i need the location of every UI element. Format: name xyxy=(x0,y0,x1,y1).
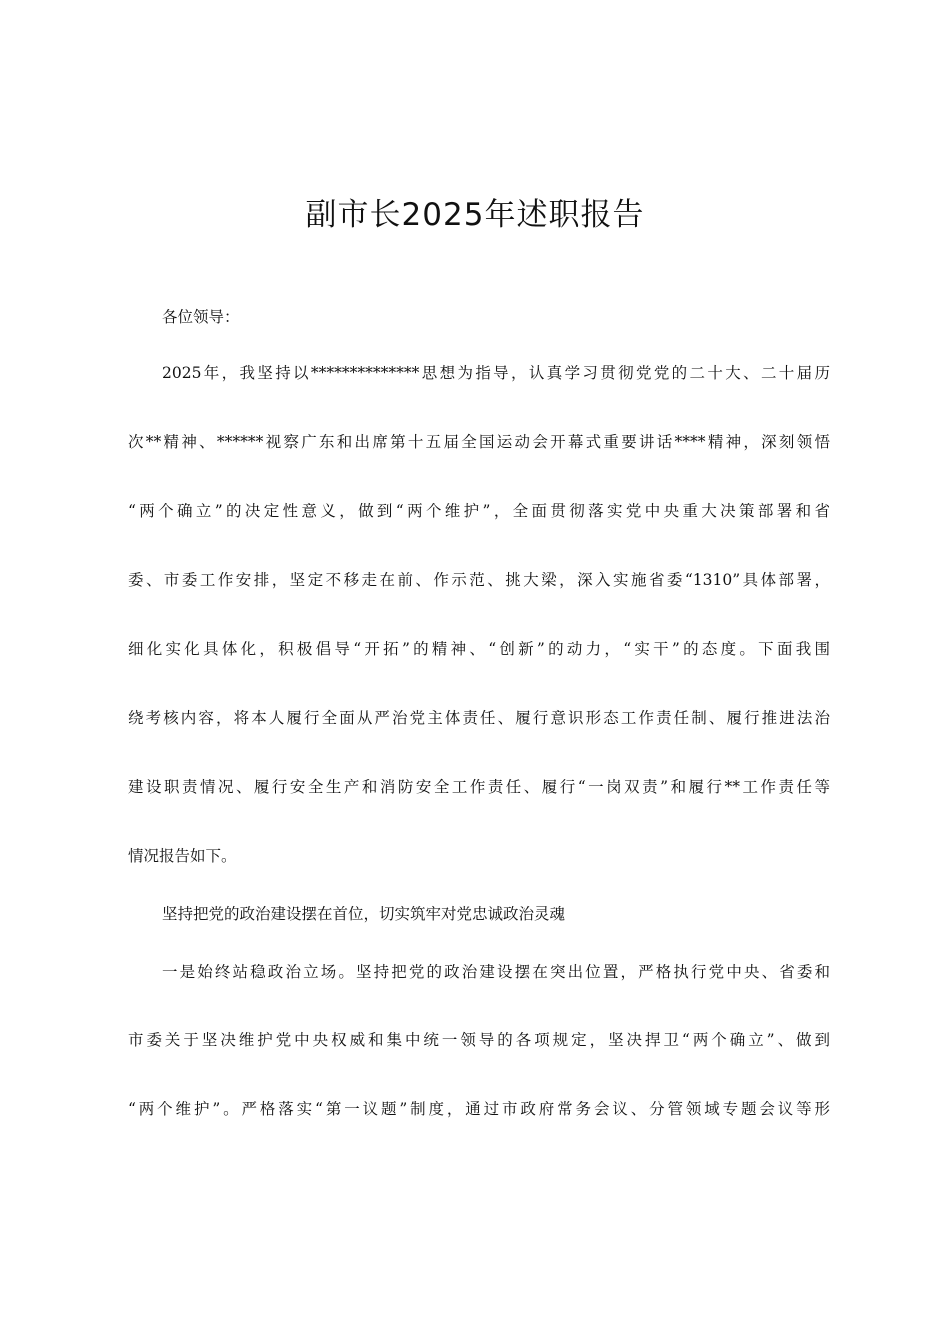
paragraph-line: “两个确立”的决定性意义，做到“两个维护”，全面贯彻落实党中央重大决策部署和省 xyxy=(128,502,830,520)
paragraph-line: 次**精神、******视察广东和出席第十五届全国运动会开幕式重要讲话****精神，深刻领悟 xyxy=(128,433,830,451)
paragraph-line: 情况报告如下。 xyxy=(128,847,237,865)
document-title: 副市长2025年述职报告 xyxy=(305,196,645,233)
paragraph-line: 委、市委工作安排，坚定不移走在前、作示范、挑大梁，深入实施省委“1310”具体部署， xyxy=(128,571,830,589)
paragraph-line: 建设职责情况、履行安全生产和消防安全工作责任、履行“一岗双责”和履行**工作责任等 xyxy=(128,778,830,796)
section-heading: 坚持把党的政治建设摆在首位，切实筑牢对党忠诚政治灵魂 xyxy=(162,905,566,923)
paragraph-line: 绕考核内容，将本人履行全面从严治党主体责任、履行意识形态工作责任制、履行推进法治 xyxy=(128,709,830,727)
salutation: 各位领导： xyxy=(162,308,240,326)
paragraph-line: 细化实化具体化，积极倡导“开拓”的精神、“创新”的动力，“实干”的态度。下面我围 xyxy=(128,640,830,658)
paragraph-line: “两个维护”。严格落实“第一议题”制度，通过市政府常务会议、分管领域专题会议等形 xyxy=(128,1100,830,1118)
paragraph-line: 市委关于坚决维护党中央权威和集中统一领导的各项规定，坚决捍卫“两个确立”、做到 xyxy=(128,1031,830,1049)
paragraph-line: 2025年，我坚持以**************思想为指导，认真学习贯彻党党的二十大、二十届历 xyxy=(162,364,830,382)
paragraph-line: 一是始终站稳政治立场。坚持把党的政治建设摆在突出位置，严格执行党中央、省委和 xyxy=(162,963,830,981)
